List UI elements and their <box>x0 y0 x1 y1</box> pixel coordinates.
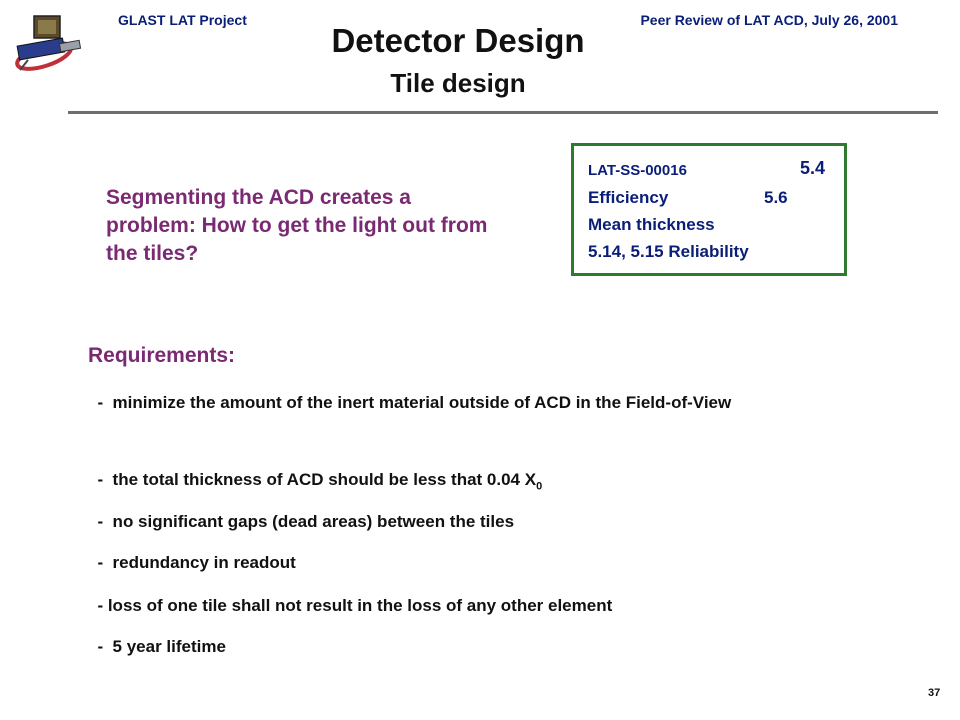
reliability-label: Reliability <box>668 242 749 261</box>
reliability-line <box>588 242 749 262</box>
doc-id: LAT-SS-00016 <box>588 162 687 179</box>
requirements-heading: Requirements: <box>88 344 236 367</box>
requirement-item <box>88 467 868 499</box>
requirement-item: - minimize the amount of the inert material outside of ACD in the Field-of-View <box>88 393 732 412</box>
requirement-item: - redundancy in readout <box>88 553 296 572</box>
requirement-subscript: 0 <box>536 480 543 493</box>
requirement-text: - the total thickness of ACD should be less that 0.04 X <box>88 470 537 489</box>
header-divider <box>68 111 938 114</box>
mean-thickness-label: Mean thickness <box>588 215 715 234</box>
page-number: 37 <box>928 687 941 699</box>
review-info: Peer Review of LAT ACD, July 26, 2001 <box>640 12 898 28</box>
requirements-reference-box <box>571 143 847 276</box>
slide-subtitle: Tile design <box>390 68 526 98</box>
project-name: GLAST LAT Project <box>118 12 247 28</box>
mean-thickness-line <box>588 215 715 235</box>
intro-question: Segmenting the ACD creates a problem: How to get the light out from the tiles? <box>106 186 488 265</box>
efficiency-section: 5.6 <box>764 188 788 207</box>
doc-id-line <box>588 158 826 180</box>
efficiency-line <box>588 188 788 208</box>
requirement-item: - no significant gaps (dead areas) between the tiles <box>88 512 515 531</box>
doc-id-section: 5.4 <box>800 158 826 178</box>
requirement-item: - 5 year lifetime <box>88 637 226 656</box>
reliability-sections: 5.14, 5.15 <box>588 242 664 261</box>
requirement-item: - loss of one tile shall not result in the loss of any other element <box>88 596 613 615</box>
slide-title: Detector Design <box>331 22 585 59</box>
efficiency-label: Efficiency <box>588 188 669 207</box>
